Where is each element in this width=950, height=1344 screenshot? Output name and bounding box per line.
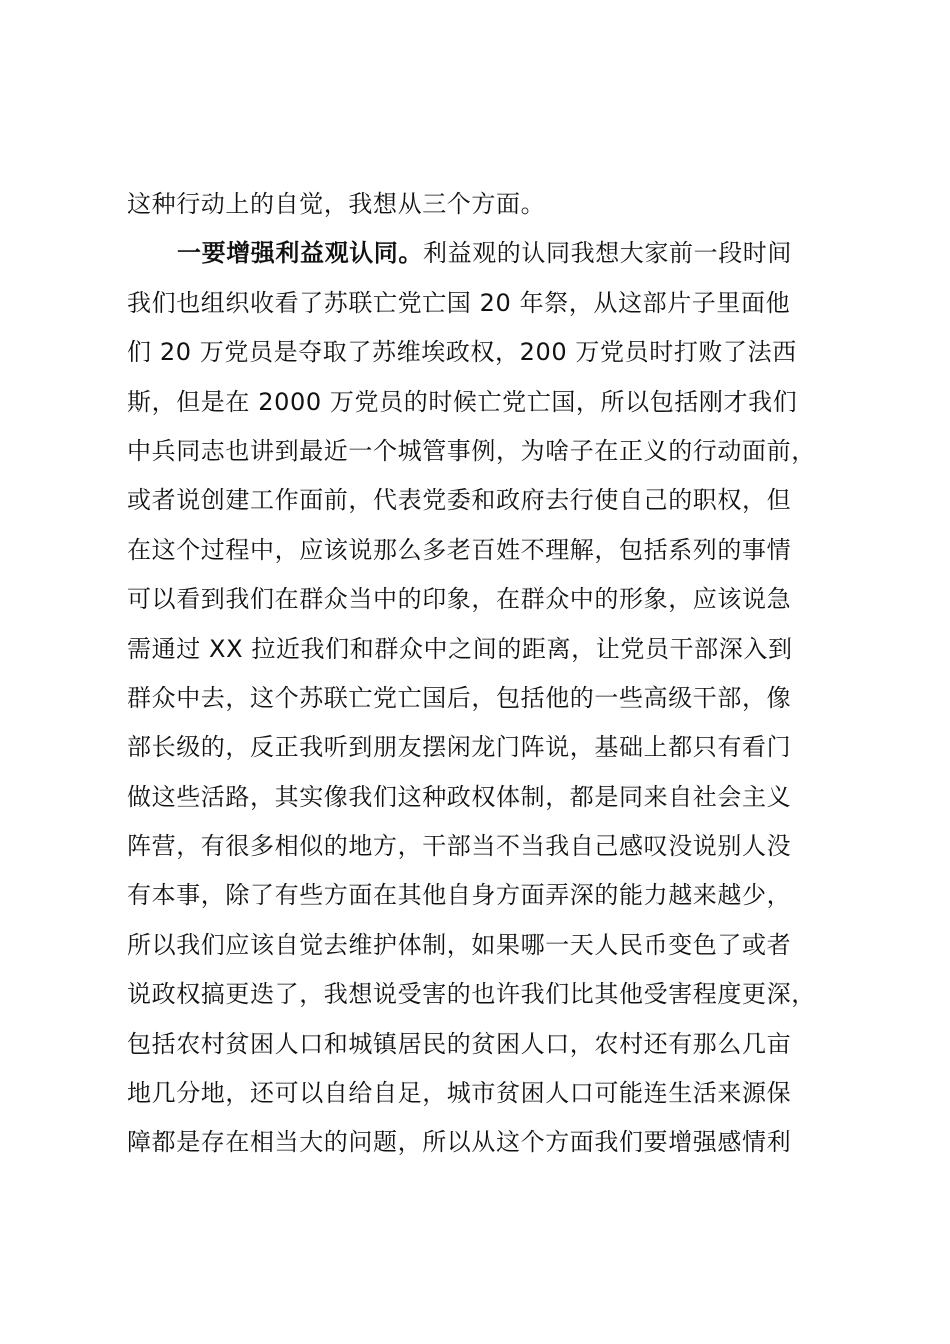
text-line: 地几分地，还可以自给自足，城市贫困人口可能连生活来源保 xyxy=(127,1079,792,1108)
text-line: 做这些活路，其实像我们这种政权体制，都是同来自社会主义 xyxy=(127,782,792,811)
text-line: 包括农村贫困人口和城镇居民的贫困人口，农村还有那么几亩 xyxy=(127,1029,792,1058)
paragraph-first-line-text: 利益观的认同我想大家前一段时间 xyxy=(423,239,792,268)
text-line: 我们也组织收看了苏联亡党亡国 20 年祭，从这部片子里面他 xyxy=(127,288,791,317)
text-line: 有本事，除了有些方面在其他自身方面弄深的能力越来越少， xyxy=(127,881,792,910)
text-line: 在这个过程中，应该说那么多老百姓不理解，包括系列的事情 xyxy=(127,535,792,564)
text-line: 或者说创建工作面前，代表党委和政府去行使自己的职权，但 xyxy=(127,486,792,515)
text-line: 部长级的，反正我听到朋友摆闲龙门阵说，基础上都只有看门 xyxy=(127,733,792,762)
text-line: 们 20 万党员是夺取了苏维埃政权，200 万党员时打败了法西 xyxy=(127,338,797,367)
text-line: 说政权搞更迭了，我想说受害的也许我们比其他受害程度更深， xyxy=(127,980,816,1009)
document-body xyxy=(127,180,867,1168)
text-line: 阵营，有很多相似的地方，干部当不当我自己感叹没说别人没 xyxy=(127,832,792,861)
text-line: 斯，但是在 2000 万党员的时候亡党亡国，所以包括刚才我们 xyxy=(127,387,798,416)
text-line: 群众中去，这个苏联亡党亡国后，包括他的一些高级干部，像 xyxy=(127,683,792,712)
paragraph-heading: 一要增强利益观认同。 xyxy=(177,239,423,268)
text-line: 这种行动上的自觉，我想从三个方面。 xyxy=(127,190,546,218)
text-line: 可以看到我们在群众当中的印象，在群众中的形象，应该说急 xyxy=(127,585,792,614)
text-line: 所以我们应该自觉去维护体制，如果哪一天人民币变色了或者 xyxy=(127,930,792,959)
text-line: 中兵同志也讲到最近一个城管事例，为啥子在正义的行动面前， xyxy=(127,436,816,465)
paragraph-first-line xyxy=(127,229,867,278)
text-line: 需通过 XX 拉近我们和群众中之间的距离，让党员干部深入到 xyxy=(127,634,793,663)
text-line: 障都是存在相当大的问题，所以从这个方面我们要增强感情利 xyxy=(127,1128,792,1157)
